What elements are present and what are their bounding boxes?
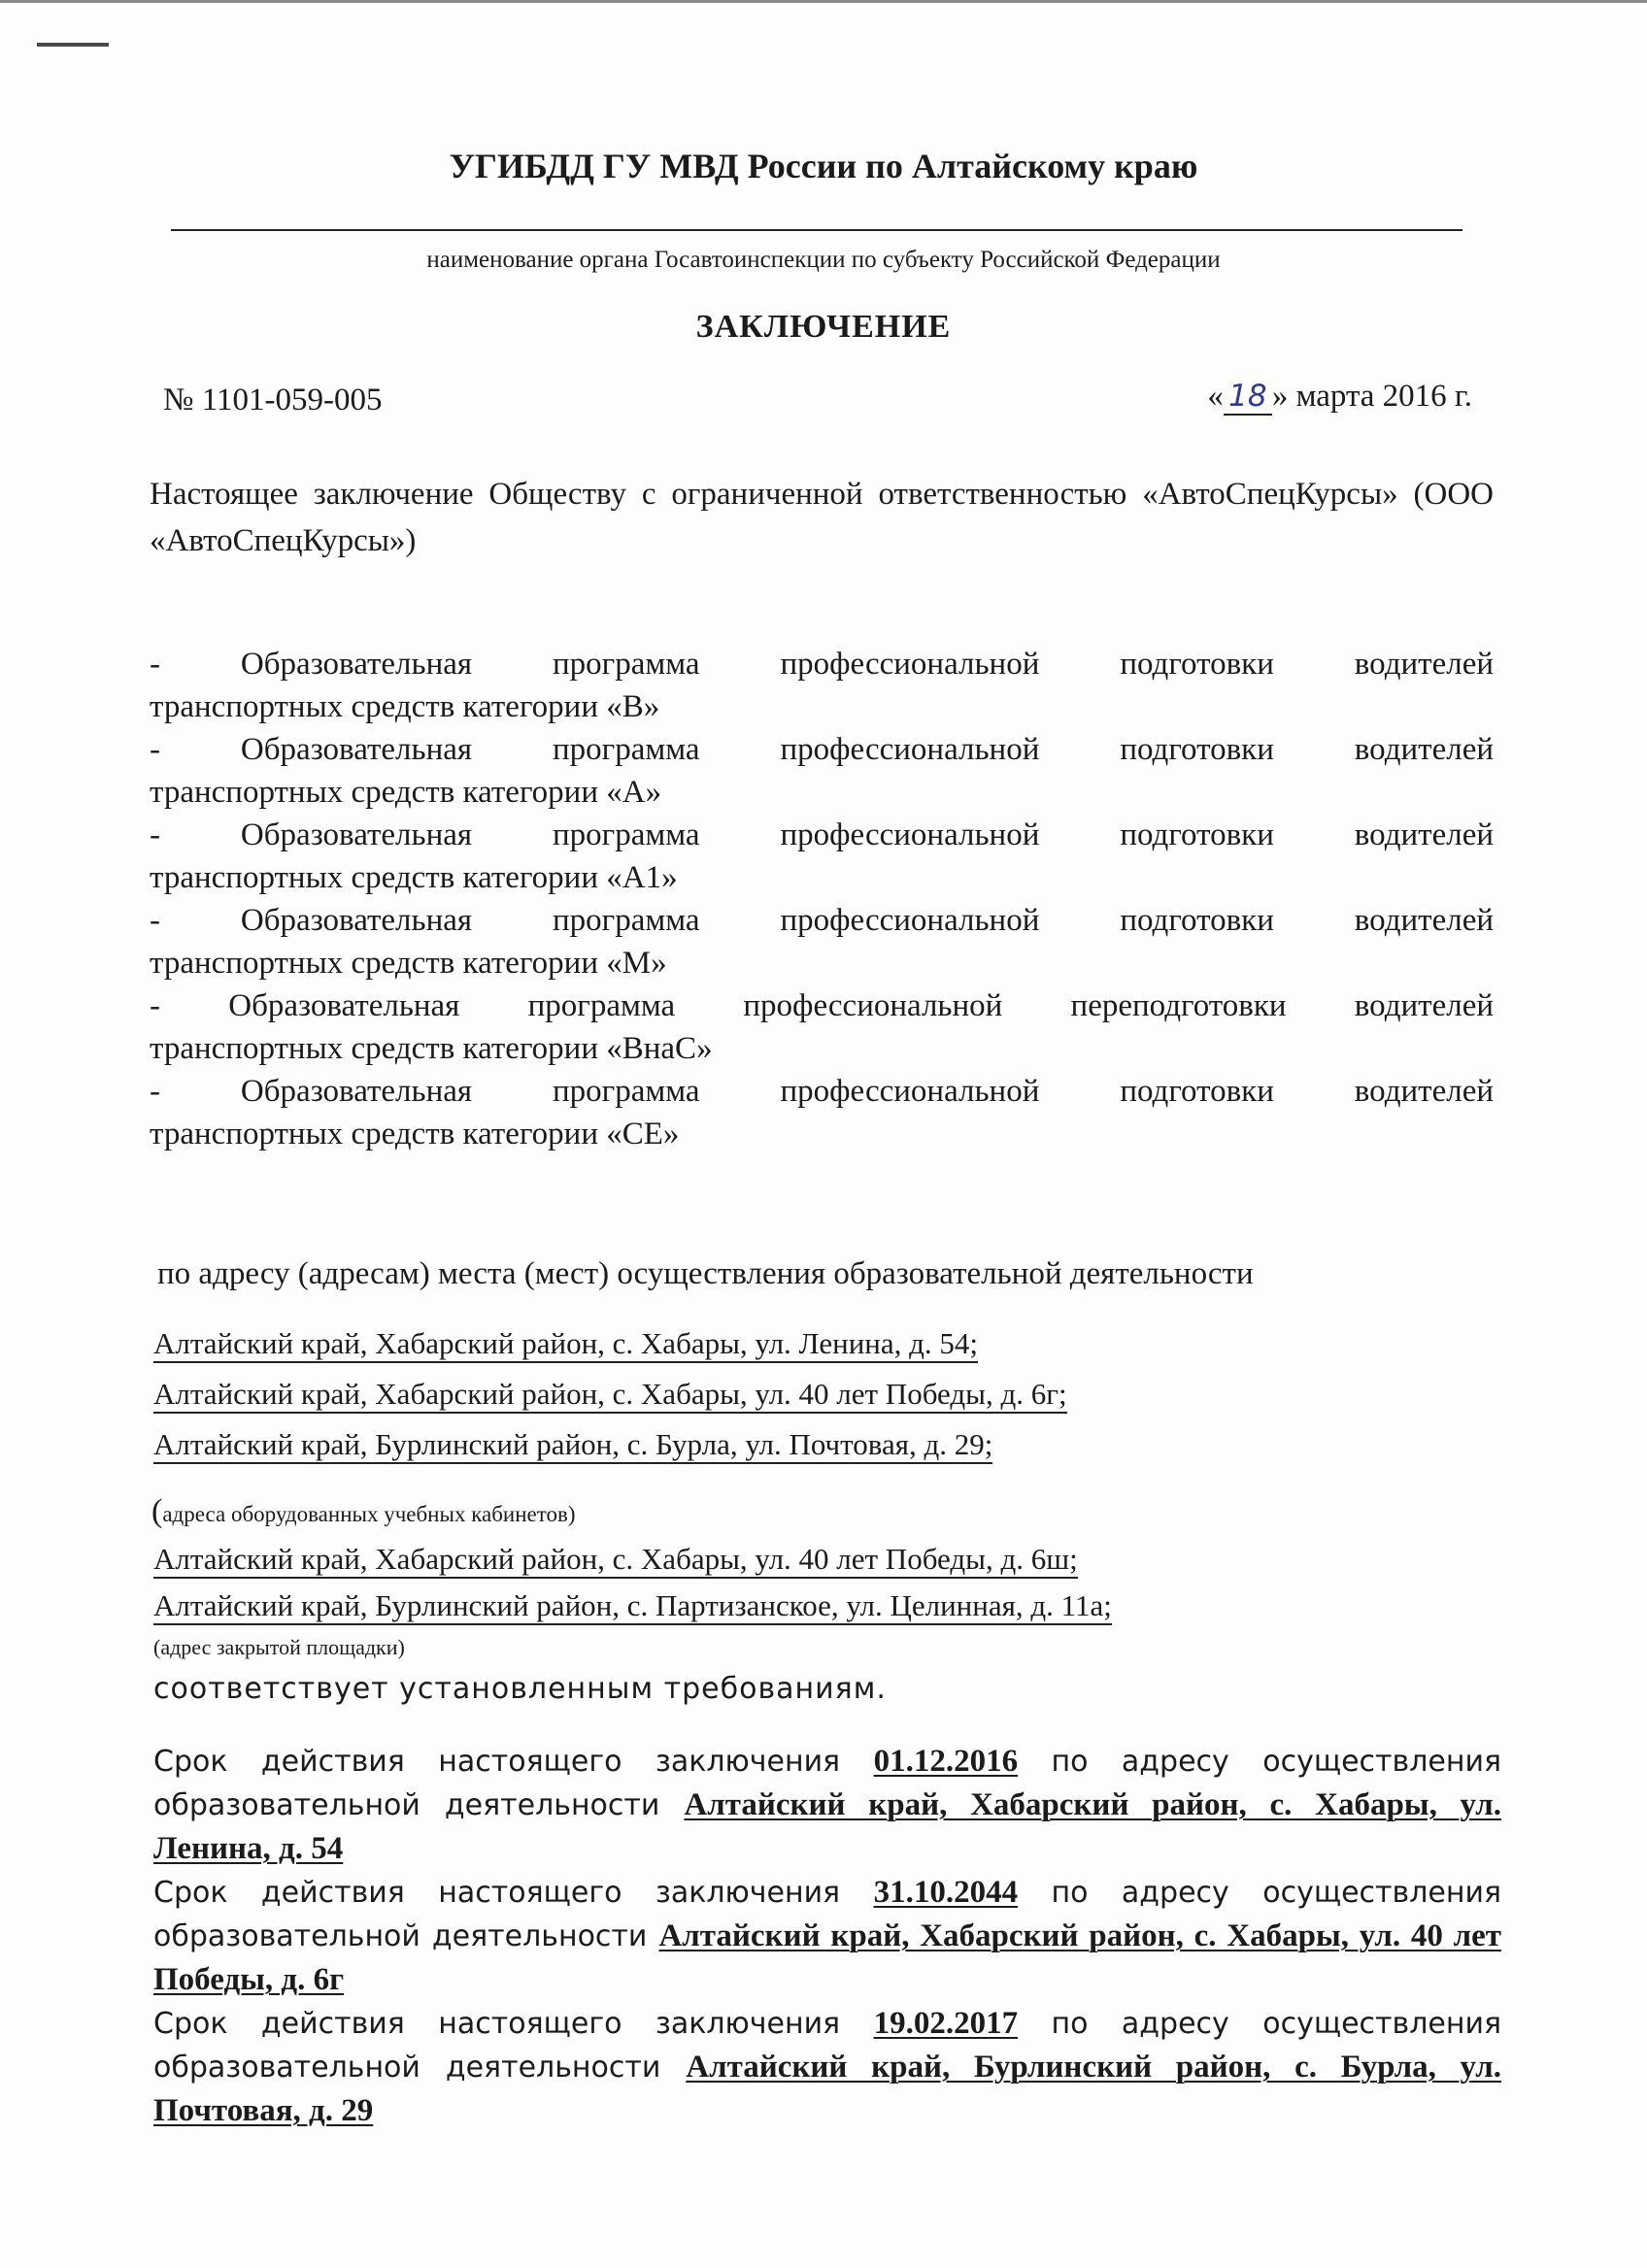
date-month-year: » марта 2016 г.	[1271, 379, 1472, 414]
program-item	[150, 643, 1494, 728]
program-category: транспортных средств категории «В»	[150, 689, 660, 724]
validity-entry	[153, 2002, 1501, 2133]
address-intro: по адресу (адресам) места (мест) осуществления образовательной деятельности	[157, 1256, 1254, 1291]
validity-date: 19.02.2017	[873, 2006, 1019, 2041]
authority-name: УГИБДД ГУ МВД России по Алтайскому краю	[449, 147, 1198, 185]
program-item	[150, 899, 1494, 984]
program-category: транспортных средств категории «А»	[150, 775, 662, 810]
validity-list	[153, 1740, 1501, 2133]
track-address	[153, 1538, 1112, 1584]
classroom-address	[153, 1423, 1067, 1474]
intro-paragraph: Настоящее заключение Обществу с ограниченной ответственностью «АвтоСпецКурсы» (ООО «АвтоСпецКурсы»)	[150, 477, 1494, 558]
validity-entry	[153, 1871, 1501, 2002]
track-address-list	[153, 1538, 1112, 1631]
program-category: транспортных средств категории «М»	[150, 946, 667, 981]
validity-address: Алтайский край, Хабарский район, с. Хабары, ул. Ленина, д. 54	[153, 1787, 1501, 1866]
program-item	[150, 814, 1494, 899]
program-name: - Образовательная программа профессиональной подготовки водителей	[150, 732, 1494, 767]
classroom-address-caption	[151, 1493, 576, 1530]
program-list	[150, 643, 1494, 1155]
validity-address: Алтайский край, Бурлинский район, с. Бурла, ул. Почтовая, д. 29	[153, 2050, 1502, 2128]
document-title: ЗАКЛЮЧЕНИЕ	[695, 309, 952, 345]
authority-caption: наименование органа Госавтоинспекции по субъекту Российской Федерации	[426, 247, 1221, 273]
classroom-address	[153, 1322, 1067, 1373]
program-name: - Образовательная программа профессиональной подготовки водителей	[150, 647, 1494, 682]
classroom-address-text: Алтайский край, Бурлинский район, с. Бурла, ул. Почтовая, д. 29;	[153, 1427, 992, 1464]
authority-underline	[171, 229, 1462, 231]
classroom-address-text: Алтайский край, Хабарский район, с. Хабары, ул. 40 лет Победы, д. 6г;	[153, 1377, 1067, 1414]
caption-open-paren: (	[151, 1493, 163, 1529]
validity-middle: по адресу осуществления образовательной деятельности	[153, 1745, 1501, 1822]
program-name: - Образовательная программа профессиональной подготовки водителей	[150, 903, 1494, 938]
validity-middle: по адресу осуществления образовательной деятельности	[153, 1876, 1501, 1953]
track-address-caption: (адрес закрытой площадки)	[153, 1635, 405, 1659]
validity-prefix: Срок действия настоящего заключения	[153, 2007, 841, 2041]
document-date	[1207, 379, 1472, 416]
document-number: № 1101-059-005	[163, 383, 383, 417]
caption-text: адреса оборудованных учебных кабинетов)	[162, 1502, 576, 1526]
validity-date: 31.10.2044	[873, 1875, 1019, 1910]
date-day-handwritten: 18	[1224, 379, 1272, 416]
conclusion-statement: соответствует установленным требованиям.	[153, 1672, 887, 1706]
classroom-address-text: Алтайский край, Хабарский район, с. Хабары, ул. Ленина, д. 54;	[153, 1326, 978, 1363]
date-open-quote: «	[1207, 379, 1224, 414]
classroom-address	[153, 1373, 1067, 1423]
validity-prefix: Срок действия настоящего заключения	[153, 1876, 841, 1910]
scan-top-edge	[0, 0, 1647, 3]
corner-mark	[37, 43, 109, 47]
program-name: - Образовательная программа профессиональной подготовки водителей	[150, 1074, 1494, 1109]
program-category: транспортных средств категории «ВнаС»	[150, 1031, 713, 1066]
program-item	[150, 728, 1494, 814]
track-address-text: Алтайский край, Хабарский район, с. Хабары, ул. 40 лет Победы, д. 6ш;	[153, 1542, 1078, 1579]
validity-date: 01.12.2016	[873, 1744, 1019, 1779]
program-category: транспортных средств категории «А1»	[150, 860, 678, 895]
validity-prefix: Срок действия настоящего заключения	[153, 1745, 841, 1779]
program-name: - Образовательная программа профессиональной подготовки водителей	[150, 817, 1494, 852]
program-category: транспортных средств категории «СЕ»	[150, 1117, 680, 1151]
program-item	[150, 1070, 1494, 1155]
program-item	[150, 984, 1494, 1070]
validity-address: Алтайский край, Хабарский район, с. Хабары, ул. 40 лет Победы, д. 6г	[153, 1918, 1501, 1997]
classroom-address-list	[153, 1322, 1067, 1474]
track-address-text: Алтайский край, Бурлинский район, с. Партизанское, ул. Целинная, д. 11а;	[153, 1588, 1112, 1625]
track-address	[153, 1584, 1112, 1631]
validity-middle: по адресу осуществления образовательной деятельности	[153, 2007, 1501, 2085]
validity-entry	[153, 1740, 1501, 1871]
program-name: - Образовательная программа профессиональной переподготовки водителей	[150, 988, 1494, 1023]
